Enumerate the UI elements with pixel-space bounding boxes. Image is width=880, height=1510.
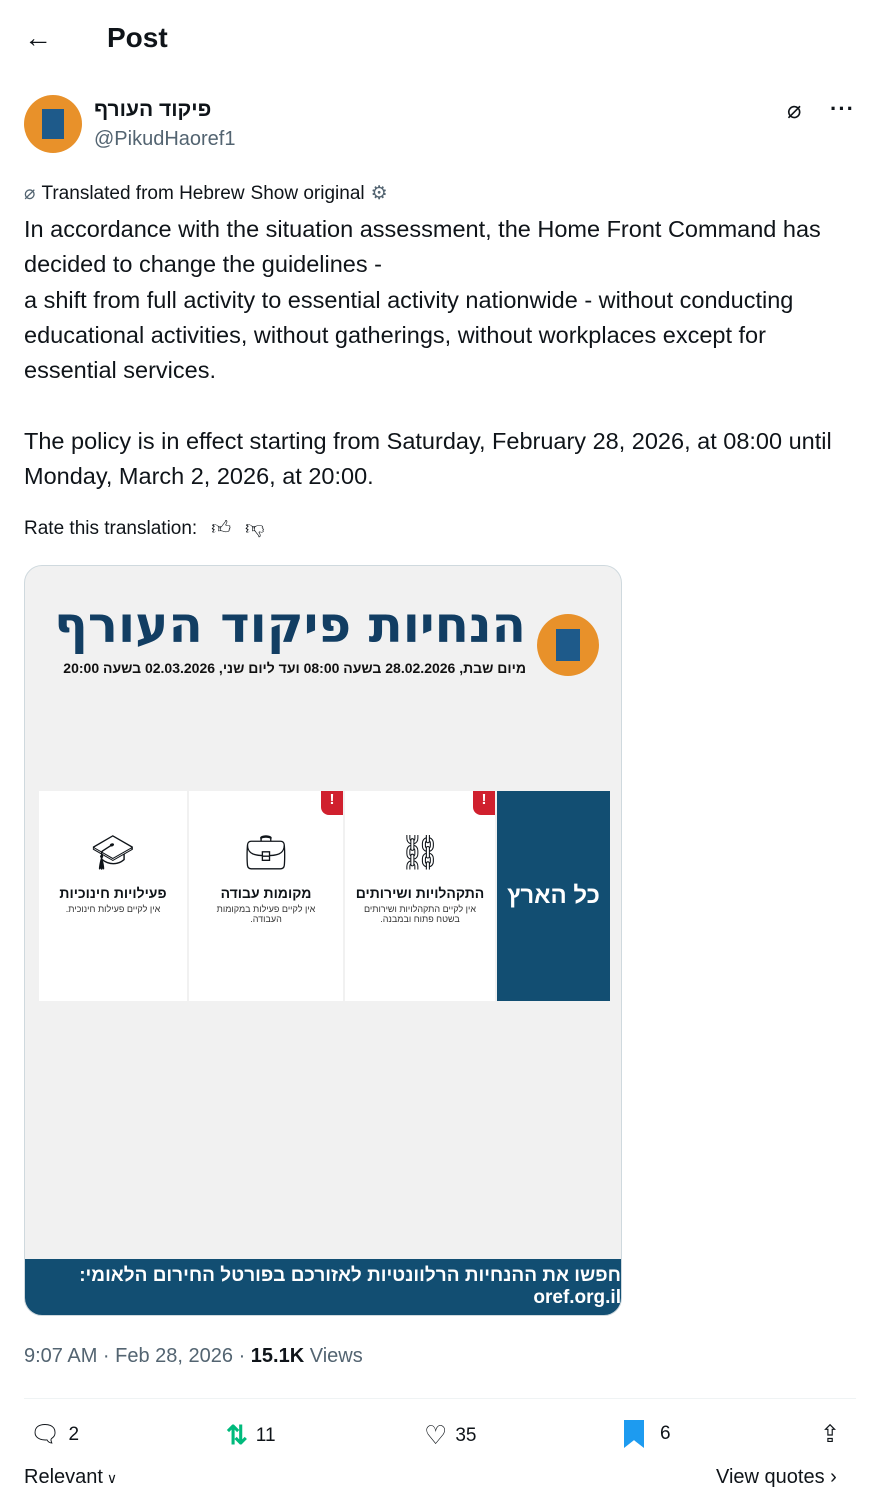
reply-button[interactable]: 🗨︎ 2 (30, 1421, 80, 1448)
author-handle[interactable]: @PikudHaoref1 (94, 128, 236, 150)
avatar[interactable] (24, 95, 82, 153)
home-front-logo (537, 614, 599, 676)
thumbs-up-icon[interactable]: 👍︎ (211, 518, 232, 539)
graphic-title: הנחיות פיקוד העורף (54, 596, 526, 654)
alert-icon: ! (321, 791, 343, 815)
post-meta: 9:07 AM · Feb 28, 2026 · 15.1K Views (24, 1345, 363, 1367)
panel-education: 🎓︎ פעילויות חינוכיות אין לקיים פעילות חינוכית. (39, 791, 187, 1001)
graphic-banner: חפשו את ההנחיות הרלוונטיות לאזורכם בפורטל החירום הלאומי: oref.org.il (25, 1259, 621, 1315)
region-label: כל הארץ (497, 791, 610, 1001)
share-icon: ⇪ (820, 1421, 841, 1448)
thumbs-down-icon[interactable]: 👎︎ (245, 518, 265, 539)
show-original-link[interactable]: Show original (250, 182, 365, 204)
view-quotes-link[interactable]: View quotes › (716, 1466, 837, 1488)
back-arrow-icon[interactable]: ← (24, 22, 52, 53)
graduation-cap-icon: 🎓︎ (91, 834, 135, 872)
heart-icon: ♡ (424, 1420, 448, 1450)
page-title: Post (107, 22, 168, 53)
sort-dropdown[interactable]: Relevant ∨ (24, 1466, 118, 1488)
translate-icon: ⌀ (24, 183, 36, 204)
graphic-subtitle: מיום שבת, 28.02.2026 בשעה 08:00 ועד ליום שני, 02.03.2026 בשעה 20:00 (63, 660, 526, 676)
divider (24, 1398, 856, 1399)
repost-button[interactable]: ⇅ 11 (226, 1420, 276, 1450)
author-name[interactable]: פיקוד העורף (94, 98, 212, 121)
repost-icon: ⇅ (226, 1420, 248, 1450)
chevron-right-icon: › (824, 1466, 837, 1488)
briefcase-icon: 💼︎ (244, 834, 288, 872)
more-icon[interactable]: ··· (830, 96, 855, 121)
like-button[interactable]: ♡ 35 (424, 1420, 477, 1450)
gear-icon[interactable]: ⚙ (370, 183, 388, 204)
panel-workplaces: ! 💼︎ מקומות עבודה אין לקיים פעילות במקומות העבודה. (189, 791, 343, 1001)
bookmark-icon (624, 1420, 644, 1448)
translate-icon[interactable]: ⌀ (787, 97, 802, 124)
reply-icon: 🗨︎ (30, 1421, 61, 1448)
post-text: In accordance with the situation assessment, the Home Front Command has decided to change the guidelines - a shift from full activity to essential activity nationwide - without conducting educational activities, without gatherings, without workplaces except for essential services. The policy is in effect starting from Saturday, February 28, 2026, at 08:00 until Monday, March 2, 2026, at 20:00. (24, 216, 832, 490)
alert-icon: ! (473, 791, 495, 815)
chevron-down-icon: ∨ (102, 1470, 118, 1486)
stanchion-icon: ⛓ (398, 834, 442, 872)
post-image[interactable] (24, 565, 622, 1316)
bookmark-button[interactable]: 6 (624, 1420, 671, 1448)
panel-gatherings: ! ⛓ התקהלויות ושירותים אין לקיים התקהלויות ושירותים בשטח פתוח ובמבנה. (345, 791, 495, 1001)
rate-label: Rate this translation: (24, 517, 198, 539)
share-button[interactable] (820, 1420, 840, 1449)
translated-label: Translated from Hebrew (41, 182, 245, 204)
